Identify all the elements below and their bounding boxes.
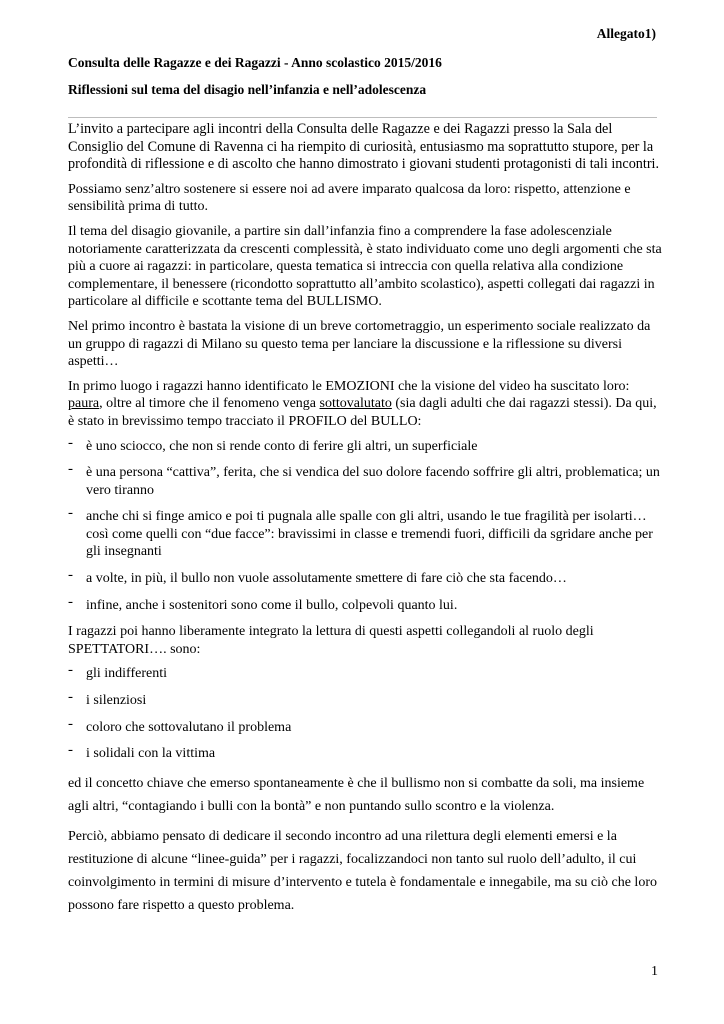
dash-bullet: - xyxy=(68,461,73,478)
dash-bullet: - xyxy=(68,689,73,706)
attachment-label: Allegato1) xyxy=(596,26,656,41)
paragraph-6: I ragazzi poi hanno liberamente integrato la lettura di questi aspetti collegandoli al ruolo degli SPETTATORI…. sono: xyxy=(68,624,594,657)
paragraph-5 xyxy=(68,378,664,431)
document-body xyxy=(68,121,664,924)
list-item-text: coloro che sottovalutano il problema xyxy=(86,719,292,735)
underlined-paura: paura xyxy=(68,396,100,412)
paragraph-2: Possiamo senz’altro sostenere si essere noi ad avere imparato qualcosa da loro: rispetto, attenzione e sensibilità prima di tutto. xyxy=(68,181,631,215)
paragraph-5-text-c: (sia dagli adulti che dai ragazzi stessi). Da qui, è stato in brevissimo tempo tracciato il PROFILO del BULLO: xyxy=(68,396,657,429)
list-item-text: anche chi si finge amico e poi ti pugnala alle spalle con gli altri, usando le tue fragilità per isolarti… così come quelli con “due facce”: bravissimi in classe e tremendi fuori, difficili da sgridare anche per gli insegnanti xyxy=(86,509,653,560)
list-item xyxy=(68,593,664,615)
paragraph-4: Nel primo incontro è bastata la visione di un breve cortometraggio, un esperimento sociale realizzato da un gruppo di ragazzi di Milano su questo tema per lanciare la discussione e la riflessione su diversi aspetti… xyxy=(68,318,651,370)
paragraph-intro: L’invito a partecipare agli incontri della Consulta delle Ragazze e dei Ragazzi presso la Sala del Consiglio del Comune di Ravenna ci ha riempito di curiosità, entusiasmo ma soprattutto stupore, per la profondità di riflessione e di ascolto che hanno dimostrato i giovani studenti protagonisti di tali incontri. xyxy=(68,121,660,173)
dash-bullet: - xyxy=(68,434,73,451)
list-item xyxy=(68,715,664,737)
list-item-text: a volte, in più, il bullo non vuole assolutamente smettere di fare ciò che sta facendo… xyxy=(86,571,567,587)
underlined-sottovalutato: sottovalutato xyxy=(319,396,392,412)
paragraph-5-text-b: , oltre al timore che il fenomeno venga xyxy=(99,396,320,412)
list-item-text: gli indifferenti xyxy=(86,666,167,682)
list-item xyxy=(68,689,664,710)
list-item-text: i silenziosi xyxy=(86,693,147,709)
header-divider xyxy=(68,117,657,118)
list-item-text: è uno sciocco, che non si rende conto di ferire gli altri, un superficiale xyxy=(86,438,478,454)
list-item xyxy=(68,461,664,499)
dash-bullet: - xyxy=(68,505,73,522)
dash-bullet: - xyxy=(68,593,73,610)
list-item xyxy=(68,567,664,588)
document-title: Consulta delle Ragazze e dei Ragazzi - Anno scolastico 2015/2016 xyxy=(68,55,442,70)
paragraph-3: Il tema del disagio giovanile, a partire sin dall’infanzia fino a comprendere la fase adolescenziale notoriamente caratterizzata da crescenti complessità, è stato individuato come uno degli argomenti che sta più a cuore ai ragazzi: in particolare, questa tematica si intreccia con quella relativa alla condizione complementare, il benessere (ricondotto soprattutto all’ambito scolastico), aspetti collegati dai ragazzi in particolare al difficile e scottante tema del BULLISMO. xyxy=(68,223,662,310)
page-number: 1 xyxy=(651,964,658,979)
list-item-text: i solidali con la vittima xyxy=(86,746,216,762)
list-item xyxy=(68,505,664,561)
dash-bullet: - xyxy=(68,567,73,584)
paragraph-7: ed il concetto chiave che emerso spontaneamente è che il bullismo non si combatte da soli, ma insieme agli altri, “contagiando i bulli con la bontà” e non puntando sullo scontro e la violenza. xyxy=(68,775,645,814)
list-item xyxy=(68,662,664,683)
document-subtitle: Riflessioni sul tema del disagio nell’infanzia e nell’adolescenza xyxy=(68,82,427,97)
paragraph-8: Perciò, abbiamo pensato di dedicare il secondo incontro ad una rilettura degli elementi emersi e la restituzione di alcune “linee-guida” per i ragazzi, focalizzandoci non tanto sul ruolo dell’adulto, il cui coinvolgimento in termini di misure d’intervento e tutela è fondamentale e innegabile, ma su ciò che loro possono fare rispetto a questo problema. xyxy=(68,828,657,913)
dash-bullet: - xyxy=(68,715,73,732)
paragraph-5-text-a: In primo luogo i ragazzi hanno identificato le EMOZIONI che la visione del video ha suscitato loro: xyxy=(68,378,630,394)
list-item xyxy=(68,434,664,456)
list-item xyxy=(68,742,664,763)
list-item-text: è una persona “cattiva”, ferita, che si vendica del suo dolore facendo soffrire gli altri, problematica; un vero tiranno xyxy=(86,465,660,498)
list-item-text: infine, anche i sostenitori sono come il bullo, colpevoli quanto lui. xyxy=(86,597,458,613)
bully-profile-list xyxy=(68,434,664,615)
dash-bullet: - xyxy=(68,662,73,679)
dash-bullet: - xyxy=(68,742,73,759)
spectators-list xyxy=(68,662,664,762)
